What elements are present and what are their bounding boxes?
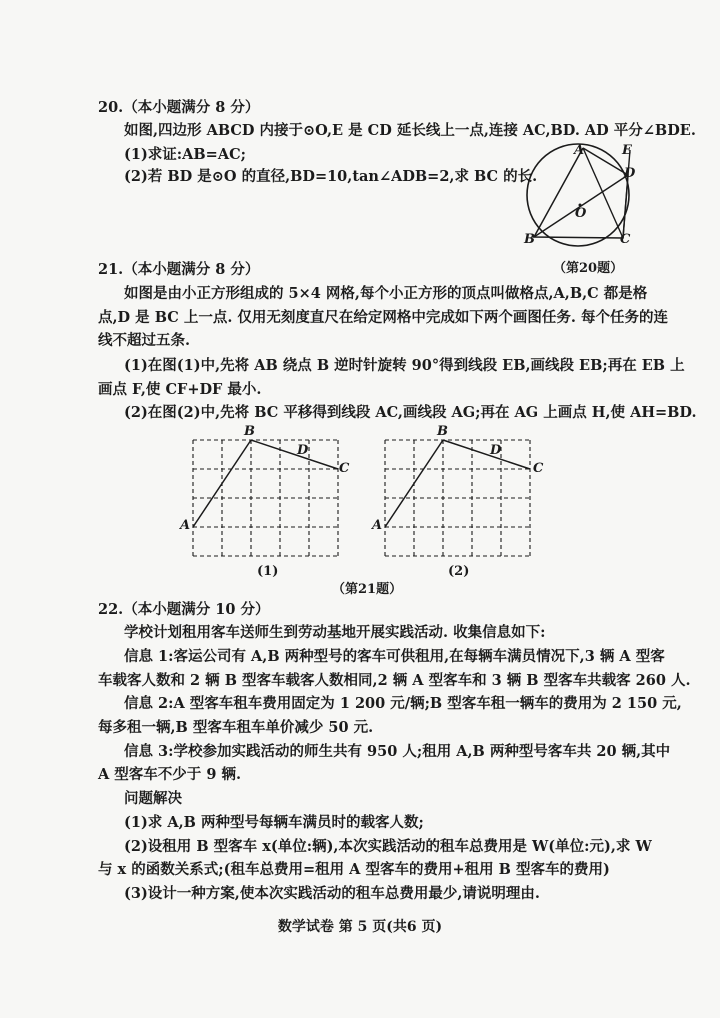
q21-header: 21.（本小题满分 8 分）	[98, 261, 260, 278]
q22-info2-line1: 信息 2:A 型客车租车费用固定为 1 200 元/辆;B 型客车租一辆车的费用为 2 150 元,	[124, 695, 682, 712]
q22-info3-line2: A 型客车不少于 9 辆.	[98, 766, 242, 783]
q21-grid-figure-2	[385, 440, 531, 556]
q21-part1-line2: 画点 F,使 CF+DF 最小.	[98, 381, 262, 398]
q20-label-e: E	[622, 143, 632, 158]
q22-part3: (3)设计一种方案,使本次实践活动的租车总费用最少,请说明理由.	[124, 885, 540, 902]
q21-part2: (2)在图(2)中,先将 BC 平移得到线段 AC,画线段 AG;再在 AG 上画点 H,使 AH=BD.	[124, 404, 697, 421]
q20-figure-caption: （第20题）	[553, 261, 624, 276]
q21-fig1-label-c: C	[339, 461, 350, 476]
q20-label-b: B	[524, 232, 535, 247]
q21-fig2-label-b: B	[437, 424, 448, 439]
q20-label-o: O	[575, 206, 587, 221]
q21-fig2-caption: (2)	[448, 564, 470, 579]
q21-fig2-label-c: C	[533, 461, 544, 476]
q20-stem: 如图,四边形 ABCD 内接于⊙O,E 是 CD 延长线上一点,连接 AC,BD. AD 平分∠BDE.	[124, 122, 696, 139]
q22-header: 22.（本小题满分 10 分）	[98, 601, 270, 618]
q20-part1: (1)求证:AB=AC;	[124, 146, 246, 163]
q22-part2-line2: 与 x 的函数关系式;(租车总费用=租用 A 型客车的费用+租用 B 型客车的费用)	[98, 861, 610, 878]
q22-info1-line2: 车载客人数和 2 辆 B 型客车载客人数相同,2 辆 A 型客车和 3 辆 B 型客车共载客 260 人.	[98, 672, 691, 689]
q21-stem-line2: 点,D 是 BC 上一点. 仅用无刻度直尺在给定网格中完成如下两个画图任务. 每个任务的连	[98, 309, 669, 326]
page-footer: 数学试卷 第 5 页(共6 页)	[277, 919, 443, 935]
q20-part2: (2)若 BD 是⊙O 的直径,BD=10,tan∠ADB=2,求 BC 的长.	[124, 168, 538, 185]
q20-label-d: D	[624, 166, 636, 181]
q22-part1: (1)求 A,B 两种型号每辆车满员时的载客人数;	[124, 814, 424, 831]
q22-info2-line2: 每多租一辆,B 型客车租车单价减少 50 元.	[98, 719, 374, 736]
q21-stem-line1: 如图是由小正方形组成的 5×4 网格,每个小正方形的顶点叫做格点,A,B,C 都是格	[124, 285, 648, 302]
q21-stem-line3: 线不超过五条.	[98, 332, 191, 349]
q21-fig2-label-a: A	[372, 518, 383, 533]
q22-problem-title: 问题解决	[124, 790, 182, 807]
q21-figure-caption: （第21题）	[332, 582, 403, 597]
q21-fig2-label-d: D	[490, 443, 502, 458]
q21-grid-figure-1	[193, 440, 339, 556]
q22-part2-line1: (2)设租用 B 型客车 x(单位:辆),本次实践活动的租车总费用是 W(单位:元),求 W	[124, 838, 652, 855]
q22-info3-line1: 信息 3:学校参加实践活动的师生共有 950 人;租用 A,B 两种型号客车共 20 辆,其中	[124, 743, 671, 760]
q21-fig1-label-b: B	[244, 424, 255, 439]
q22-info1-line1: 信息 1:客运公司有 A,B 两种型号的客车可供租用,在每辆车满员情况下,3 辆 A 型客	[124, 648, 665, 665]
q21-fig1-label-d: D	[297, 443, 309, 458]
q20-label-c: C	[620, 232, 631, 247]
q20-header: 20.（本小题满分 8 分）	[98, 99, 260, 116]
q22-intro: 学校计划租用客车送师生到劳动基地开展实践活动. 收集信息如下:	[124, 624, 546, 641]
q20-label-a: A	[574, 143, 585, 158]
q21-fig1-caption: (1)	[257, 564, 279, 579]
q21-part1-line1: (1)在图(1)中,先将 AB 绕点 B 逆时针旋转 90°得到线段 EB,画线段 EB;再在 EB 上	[124, 357, 685, 374]
q21-fig1-label-a: A	[180, 518, 191, 533]
